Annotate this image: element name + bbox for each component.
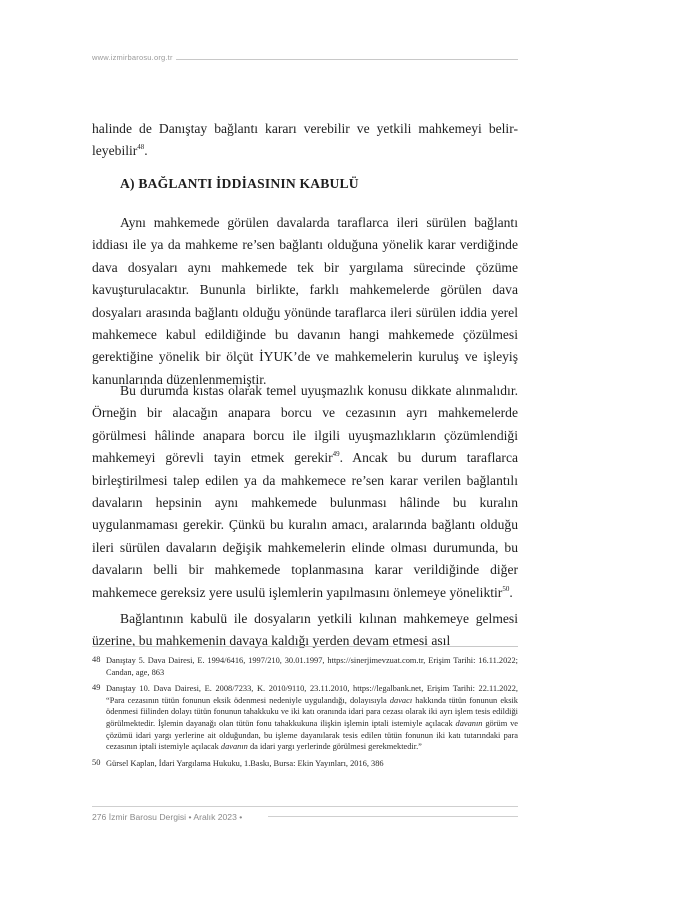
footnote-48: [92, 655, 518, 678]
header-url: www.izmirbarosu.org.tr: [92, 53, 173, 62]
paragraph-0-text: halinde de Danıştay bağlantı kararı verebilir ve yetkili mahkemeyi belir-leyebilir: [92, 121, 518, 159]
footnote-text: hakkında tütün fonunun eksik ödenmesi fiilinden dolayı tütün fonunun tahakkuku ve iki katı oranında idari para cezası olarak iki ayrı işlem tesis edildiği görülmektedir. İşlemin dayanağı olan tütün fonu tahakkukuna ilişkin işlemin iptali istemiyle açılacak: [106, 695, 518, 728]
footnote-49: [92, 683, 518, 753]
footnotes: [92, 655, 518, 774]
paragraph-3-text: Bağlantının kabulü ile dosyaların yetkili kılınan mahkemeye gelmesi üzerine, bu mahkemenin davaya kaldığı yerden devam etmesi asıl: [92, 611, 518, 649]
footnote-50: [92, 758, 518, 770]
paragraph-2a-text: Bu durumda kıstas olarak temel uyuşmazlık konusu dikkate alınmalıdır. Örneğin bir alacağın anapara borcu ve cezasının ayrı mahkemelerde görülmesi hâlinde anapara borcu ile ilgili uyuşmazlıkların çözümlendiği mahkemeyi görevli tayin etmek gerekir: [92, 383, 518, 466]
paragraph-2: [92, 380, 518, 604]
footnote-emphasis: davanın: [220, 742, 248, 752]
paragraph-2c-text: .: [509, 584, 513, 600]
page-footer: 276 İzmir Barosu Dergisi • Aralık 2023 •: [92, 812, 243, 822]
footnote-ref-48[interactable]: 48: [137, 143, 145, 152]
paragraph-continuation: halinde de Danıştay bağlantı kararı verebilir ve yetkili mahkemeyi belir-leyebilir$^{48}$.: [92, 121, 518, 159]
footnote-number: 49: [92, 683, 101, 693]
footer-divider: [92, 806, 518, 807]
paragraph-2b-text: . Ancak bu durum taraflarca birleştirilmesi talep edilen ya da mahkemece re’sen karar verilen bağlantılı davaların hepsinin aynı mahkemede bulunması hâlinde bu kuralın uygulanmaması gerekir. Çünkü bu kuralın amacı, aralarında bağlantı olduğu ileri sürülen davaların değişik mahkemelerin elinde olması durumunda, bu davaların belli bir mahkemede toplanmasına karar verildiğinde diğer mahkemece gereksiz yere usulü işlemlerin yapılmasını önlemeye yöneliktir: [92, 450, 519, 600]
footnote-number: 50: [92, 757, 101, 767]
footnote-ref-50[interactable]: 50: [502, 584, 510, 593]
footnote-emphasis: davacı: [389, 695, 413, 705]
paragraph-1: [92, 212, 518, 391]
footnote-number: 48: [92, 655, 101, 664]
footnote-divider: [92, 646, 518, 647]
footnote-text: Danıştay 10. Dava Dairesi, E. 2008/7233, K. 2010/9110, 23.11.2010, https://legalbank.net, Erişim Tarihi: 22.11.2022, “Para cezasının tütün fonunun eksik ödenmesi nedeniyle uygulandığı, dolayısıyla: [106, 684, 518, 705]
footnote-text: da idari yargı yerlerinde görülmesi gerekmektedir.”: [247, 742, 422, 752]
footnote-text: Gürsel Kaplan, İdari Yargılama Hukuku, 1.Baskı, Bursa: Ekin Yayınları, 2016, 386: [106, 758, 384, 768]
section-heading: A) BAĞLANTI İDDİASININ KABULÜ: [120, 176, 359, 191]
footer-tail-rule: [268, 816, 518, 817]
footnote-emphasis: davanın: [455, 718, 483, 728]
paragraph-1-text: Aynı mahkemede görülen davalarda taraflarca ileri sürülen bağlantı iddiası ile ya da mahkeme re’sen bağlantı olduğuna yönelik karar verdiğinde dava dosyaları aynı mahkemede tek bir yargılama sürecinde çözüme kavuşturulacaktır. Bununla birlikte, farklı mahkemelerde görülen dava dosyaları arasında bağlantı olduğu yönünde taraflarca ileri sürülen iddia yerel mahkemece kabul edildiğinde bu davanın hangi mahkemede çözülmesi gerektiğine yönelik bir ölçüt İYUK’de ve mahkemelerin kuruluş ve işleyiş kanunlarında düzenlenmemiştir.: [92, 215, 518, 387]
footnote-text: Danıştay 5. Dava Dairesi, E. 1994/6416, 1997/210, 30.01.1997, https://sinerjimevzuat.com.tr, Erişim Tarihi: 16.11.2022; Candan, age, 863: [106, 656, 518, 677]
footnote-ref-49[interactable]: 49: [332, 450, 340, 459]
header-divider: [176, 59, 518, 60]
footnote-text: görüm ve çözümü idari yargı yerlerine ait olduğundan, bu işleme dayanılarak tesis edilen tütün fonunun iki katı tutarındaki para cezasının iptali istemiyle açılacak: [106, 718, 518, 752]
